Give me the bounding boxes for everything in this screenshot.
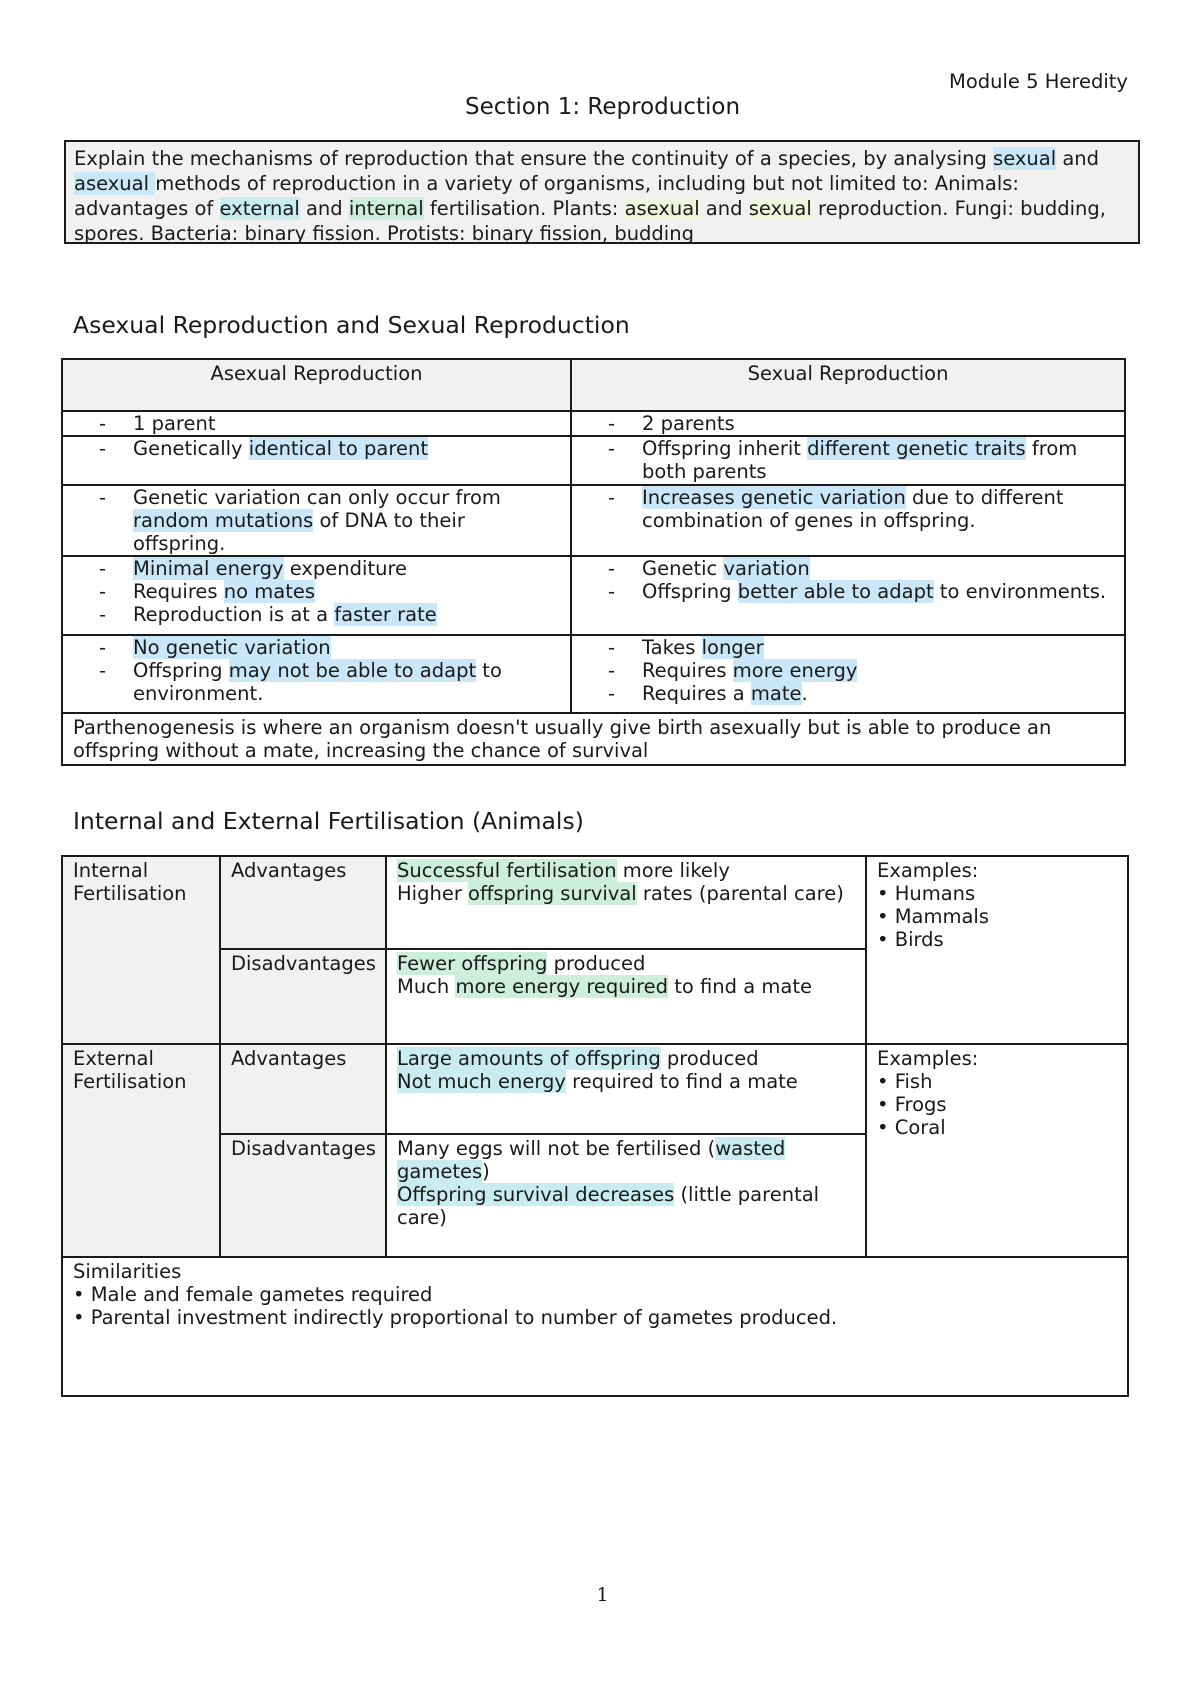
bullet-item: [73, 1283, 1117, 1306]
text-run: and: [699, 197, 749, 220]
list-item-text: [642, 557, 1116, 580]
page-number: 1: [596, 1584, 609, 1606]
highlighted-text: Minimal energy: [133, 557, 284, 580]
page-title: Section 1: Reproduction: [464, 94, 741, 120]
text-run: ): [482, 1160, 490, 1183]
bullet-text: Coral: [894, 1116, 946, 1139]
list-item: [63, 636, 562, 659]
highlighted-text: mate: [750, 682, 802, 705]
text-run: required to find a mate: [565, 1070, 798, 1093]
list-item: [63, 580, 562, 603]
sexual-cell: [571, 411, 1125, 436]
highlighted-text: sexual: [993, 147, 1057, 170]
list-item: [63, 557, 562, 580]
text-run: Reproduction is at a: [133, 603, 335, 626]
text-run: (little parental care): [397, 1183, 820, 1229]
dash-marker: -: [99, 603, 107, 626]
bullet-marker: •: [73, 1283, 91, 1306]
parthenogenesis-note: Parthenogenesis is where an organism doesn't usually give birth asexually but is able to produce an offspring without a mate, increasing the chance of survival: [62, 713, 1125, 765]
module-label: Module 5 Heredity: [949, 70, 1128, 93]
text-run: Takes: [642, 636, 702, 659]
internal-examples-list: [877, 882, 1117, 951]
internal-disadvantages-label: Disadvantages: [220, 949, 386, 1044]
text-run: due to different combination of genes in offspring.: [642, 486, 1064, 532]
text-run: Explain the mechanisms of reproduction that ensure the continuity of a species, by analysing: [74, 147, 994, 170]
bullet-text: Parental investment indirectly proportional to number of gametes produced.: [90, 1306, 838, 1329]
sexual-column-header: Sexual Reproduction: [571, 359, 1125, 411]
text-run: Much: [397, 975, 456, 998]
text-run: Many eggs will not be fertilised (: [397, 1137, 716, 1160]
text-run: to find a mate: [668, 975, 812, 998]
text-run: produced: [660, 1047, 759, 1070]
text-run: to environment.: [133, 659, 502, 705]
internal-examples-label: Examples:: [877, 859, 979, 882]
dash-marker: -: [99, 659, 107, 682]
highlighted-text: random mutations: [133, 509, 314, 532]
list-item: [572, 682, 1116, 705]
internal-advantages-label: Advantages: [220, 856, 386, 949]
fertilisation-heading: Internal and External Fertilisation (Animals): [73, 807, 584, 835]
cell-line: [397, 975, 855, 998]
bullet-marker: •: [73, 1306, 91, 1329]
bullet-text: Mammals: [894, 905, 989, 928]
sexual-cell: [571, 635, 1125, 713]
asexual-cell: [62, 485, 571, 556]
cell-line: [397, 859, 855, 882]
list-item: [63, 659, 562, 705]
list-item-text: [642, 659, 1116, 682]
dash-marker: -: [608, 486, 616, 509]
text-run: Requires: [642, 659, 733, 682]
syllabus-text: [74, 147, 1106, 245]
list-item: [572, 659, 1116, 682]
highlighted-text: more energy required: [455, 975, 669, 998]
dash-marker: -: [99, 636, 107, 659]
highlighted-text: Offspring survival decreases: [397, 1183, 675, 1206]
highlighted-text: different genetic traits: [807, 437, 1026, 460]
bullet-item: [73, 1306, 1117, 1329]
dash-marker: -: [608, 557, 616, 580]
list-item-text: [133, 557, 562, 580]
bullet-marker: •: [877, 928, 895, 951]
external-advantages-label: Advantages: [220, 1044, 386, 1134]
list-item: [63, 437, 562, 460]
list-item-text: [133, 437, 562, 460]
bullet-text: Fish: [894, 1070, 933, 1093]
text-run: and: [1056, 147, 1100, 170]
cell-line: [397, 882, 855, 905]
list-item: [63, 603, 562, 626]
external-examples-label: Examples:: [877, 1047, 979, 1070]
sexual-cell: [571, 556, 1125, 635]
internal-examples: [866, 856, 1128, 1044]
highlighted-text: better able to adapt: [737, 580, 934, 603]
highlighted-text: more energy: [732, 659, 858, 682]
syllabus-box: [64, 140, 1140, 244]
highlighted-text: No genetic variation: [133, 636, 331, 659]
list-item-text: [642, 636, 1116, 659]
text-run: more likely: [616, 859, 730, 882]
text-run: Requires a: [642, 682, 751, 705]
bullet-marker: •: [877, 905, 895, 928]
bullet-text: Frogs: [894, 1093, 947, 1116]
similarities-list: [73, 1283, 1117, 1329]
list-item: [63, 486, 562, 555]
highlighted-text: identical to parent: [248, 437, 428, 460]
list-item: [572, 636, 1116, 659]
bullet-item: [877, 882, 1117, 905]
reproduction-table: [61, 358, 1126, 766]
highlighted-text: external: [219, 197, 300, 220]
highlighted-text: may not be able to adapt: [228, 659, 477, 682]
dash-marker: -: [608, 682, 616, 705]
sexual-cell: [571, 485, 1125, 556]
asexual-cell: [62, 436, 571, 485]
highlighted-text: Successful fertilisation: [397, 859, 617, 882]
dash-marker: -: [99, 437, 107, 460]
dash-marker: -: [608, 636, 616, 659]
list-item: [572, 412, 1116, 435]
asexual-cell: [62, 411, 571, 436]
bullet-item: [877, 905, 1117, 928]
text-run: expenditure: [283, 557, 408, 580]
list-item-text: [642, 437, 1116, 483]
dash-marker: -: [608, 659, 616, 682]
bullet-marker: •: [877, 1116, 895, 1139]
asexual-sexual-heading: Asexual Reproduction and Sexual Reproduction: [73, 311, 630, 339]
cell-line: [397, 1070, 855, 1093]
cell-line: [397, 952, 855, 975]
cell-line: [397, 1047, 855, 1070]
text-run: Genetic variation can only occur from: [133, 486, 501, 509]
asexual-column-header: Asexual Reproduction: [62, 359, 571, 411]
dash-marker: -: [99, 557, 107, 580]
list-item-text: [642, 682, 1116, 705]
highlighted-text: Increases genetic variation: [642, 486, 906, 509]
internal-fertilisation-label: Internal Fertilisation: [62, 856, 220, 1044]
list-item-text: [133, 486, 562, 555]
dash-marker: -: [608, 580, 616, 603]
external-examples-list: [877, 1070, 1117, 1139]
external-examples: [866, 1044, 1128, 1257]
text-run: of DNA to their offspring.: [133, 509, 465, 555]
cell-line: [397, 1183, 855, 1229]
asexual-cell: [62, 635, 571, 713]
text-run: from both parents: [642, 437, 1078, 483]
text-run: 1 parent: [133, 412, 216, 435]
highlighted-text: Not much energy: [397, 1070, 566, 1093]
text-run: Higher: [397, 882, 469, 905]
dash-marker: -: [99, 580, 107, 603]
text-run: Offspring: [133, 659, 229, 682]
external-disadvantages-label: Disadvantages: [220, 1134, 386, 1257]
dash-marker: -: [99, 412, 107, 435]
external-advantages: [386, 1044, 866, 1134]
bullet-text: Male and female gametes required: [90, 1283, 433, 1306]
highlighted-text: Large amounts of offspring: [397, 1047, 661, 1070]
bullet-item: [877, 1116, 1117, 1139]
text-run: Requires: [133, 580, 224, 603]
text-run: Genetic: [642, 557, 724, 580]
similarities-label: Similarities: [73, 1260, 182, 1283]
highlighted-text: no mates: [223, 580, 316, 603]
bullet-text: Humans: [894, 882, 976, 905]
internal-disadvantages: [386, 949, 866, 1044]
text-run: 2 parents: [642, 412, 735, 435]
bullet-marker: •: [877, 1093, 895, 1116]
list-item: [572, 580, 1116, 603]
bullet-text: Birds: [894, 928, 944, 951]
text-run: to environments.: [933, 580, 1107, 603]
text-run: reproduction. Fungi: budding, spores. Bacteria: binary fission. Protists: binary fission, budding: [74, 197, 1106, 245]
highlighted-text: faster rate: [334, 603, 437, 626]
list-item-text: [642, 486, 1116, 532]
text-run: Genetically: [133, 437, 249, 460]
text-run: fertilisation. Plants:: [423, 197, 625, 220]
text-run: and: [299, 197, 349, 220]
sexual-cell: [571, 436, 1125, 485]
highlighted-text: asexual: [74, 172, 156, 195]
bullet-marker: •: [877, 1070, 895, 1093]
bullet-item: [877, 928, 1117, 951]
list-item-text: [642, 580, 1116, 603]
text-run: .: [801, 682, 808, 705]
bullet-item: [877, 1070, 1117, 1093]
text-run: Offspring inherit: [642, 437, 808, 460]
fertilisation-table: [61, 855, 1129, 1397]
list-item-text: [642, 412, 1116, 435]
list-item-text: [133, 412, 562, 435]
text-run: rates (parental care): [636, 882, 844, 905]
highlighted-text: sexual: [748, 197, 812, 220]
highlighted-text: asexual: [624, 197, 700, 220]
highlighted-text: longer: [701, 636, 764, 659]
highlighted-text: Fewer offspring: [397, 952, 548, 975]
list-item-text: [133, 603, 562, 626]
text-run: Offspring: [642, 580, 738, 603]
cell-line: [397, 1137, 855, 1183]
internal-advantages: [386, 856, 866, 949]
list-item: [572, 437, 1116, 483]
dash-marker: -: [99, 486, 107, 509]
text-run: produced: [547, 952, 646, 975]
highlighted-text: internal: [348, 197, 424, 220]
dash-marker: -: [608, 437, 616, 460]
external-fertilisation-label: External Fertilisation: [62, 1044, 220, 1257]
list-item: [572, 486, 1116, 532]
list-item: [63, 412, 562, 435]
list-item-text: [133, 636, 562, 659]
bullet-marker: •: [877, 882, 895, 905]
highlighted-text: offspring survival: [468, 882, 637, 905]
similarities-cell: [62, 1257, 1128, 1396]
list-item-text: [133, 659, 562, 705]
highlighted-text: wasted gametes: [397, 1137, 786, 1183]
highlighted-text: variation: [723, 557, 810, 580]
list-item: [572, 557, 1116, 580]
list-item-text: [133, 580, 562, 603]
text-run: methods of reproduction in a variety of organisms, including but not limited to: Animals: advantages of: [74, 172, 1019, 220]
dash-marker: -: [608, 412, 616, 435]
bullet-item: [877, 1093, 1117, 1116]
external-disadvantages: [386, 1134, 866, 1257]
asexual-cell: [62, 556, 571, 635]
